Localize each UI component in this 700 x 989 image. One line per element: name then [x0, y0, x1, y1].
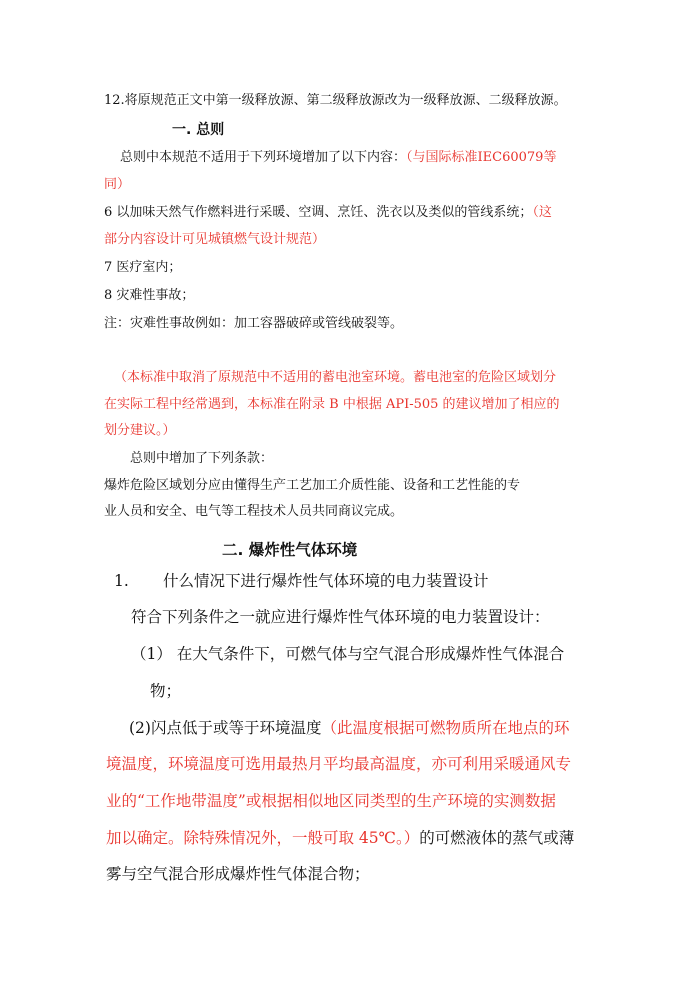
gas-design-note-cont: 部分内容设计可见城镇燃气设计规范） [104, 232, 326, 247]
section-2-heading: 二. 爆炸性气体环境 [222, 541, 358, 559]
general-rules-text: 总则中本规范不适用于下列环境增加了以下内容： [120, 150, 407, 165]
item-6-line [104, 205, 552, 221]
battery-room-note-line-2: 在实际工程中经常遇到，本标准在附录 B 中根据 API-505 的建议增加了相应的 [104, 397, 560, 412]
question-1-number: 1. [114, 572, 129, 590]
temperature-note-line-3: 业的“工作地带温度”或根据相似地区同类型的生产环境的实测数据 [106, 792, 556, 810]
temperature-note-end: 加以确定。除特殊情况外，一般可取 45℃。） [106, 829, 420, 847]
gas-design-note: （这 [532, 205, 552, 220]
battery-room-note-line-1: （本标准中取消了原规范中不适用的蓄电池室环境。蓄电池室的危险区域划分 [114, 370, 557, 385]
general-rules-paragraph [120, 150, 556, 166]
condition-1-line-1: （1） 在大气条件下，可燃气体与空气混合形成爆炸性气体混合 [131, 645, 565, 663]
temperature-note-line-2: 境温度，环境温度可选用最热月平均最高温度，亦可利用采暖通风专 [106, 755, 572, 773]
iec-reference-note-cont: 同） [104, 177, 131, 192]
condition-2-text-cont: 的可燃液体的蒸气或薄 [419, 829, 575, 847]
added-clause-intro: 总则中增加了下列条款： [130, 451, 274, 466]
section-1-heading: 一. 总则 [172, 122, 225, 138]
added-clause-line-1: 爆炸危险区域划分应由懂得生产工艺加工介质性能、设备和工艺性能的专 [104, 478, 521, 493]
condition-2-text: (2)闪点低于或等于环境温度 [129, 719, 322, 737]
condition-1-line-2: 物； [150, 682, 182, 700]
item-6-text: 6 以加味天然气作燃料进行采暖、空调、烹饪、洗衣以及类似的管线系统； [104, 205, 533, 220]
item-7-text: 7 医疗室内； [104, 260, 182, 275]
condition-2-line-1 [129, 719, 569, 738]
note-text: 注：灾难性事故例如：加工容器破碎或管线破裂等。 [104, 316, 404, 331]
iec-reference-note: （与国际标准IEC60079等 [406, 150, 557, 165]
item-12-text: 12.将原规范正文中第一级释放源、第二级释放源改为一级释放源、二级释放源。 [104, 93, 567, 108]
question-1-intro: 符合下列条件之一就应进行爆炸性气体环境的电力装置设计： [131, 608, 550, 626]
added-clause-line-2: 业人员和安全、电气等工程技术人员共同商议完成。 [104, 504, 404, 519]
item-8-text: 8 灾难性事故； [104, 288, 195, 303]
battery-room-note-line-3: 划分建议。） [104, 423, 176, 438]
condition-2-line-4 [106, 829, 574, 848]
condition-2-line-5: 雾与空气混合形成爆炸性气体混合物； [106, 865, 370, 883]
question-1-text: 什么情况下进行爆炸性气体环境的电力装置设计 [163, 572, 489, 590]
temperature-note: （此温度根据可燃物质所在地点的环 [321, 719, 570, 737]
